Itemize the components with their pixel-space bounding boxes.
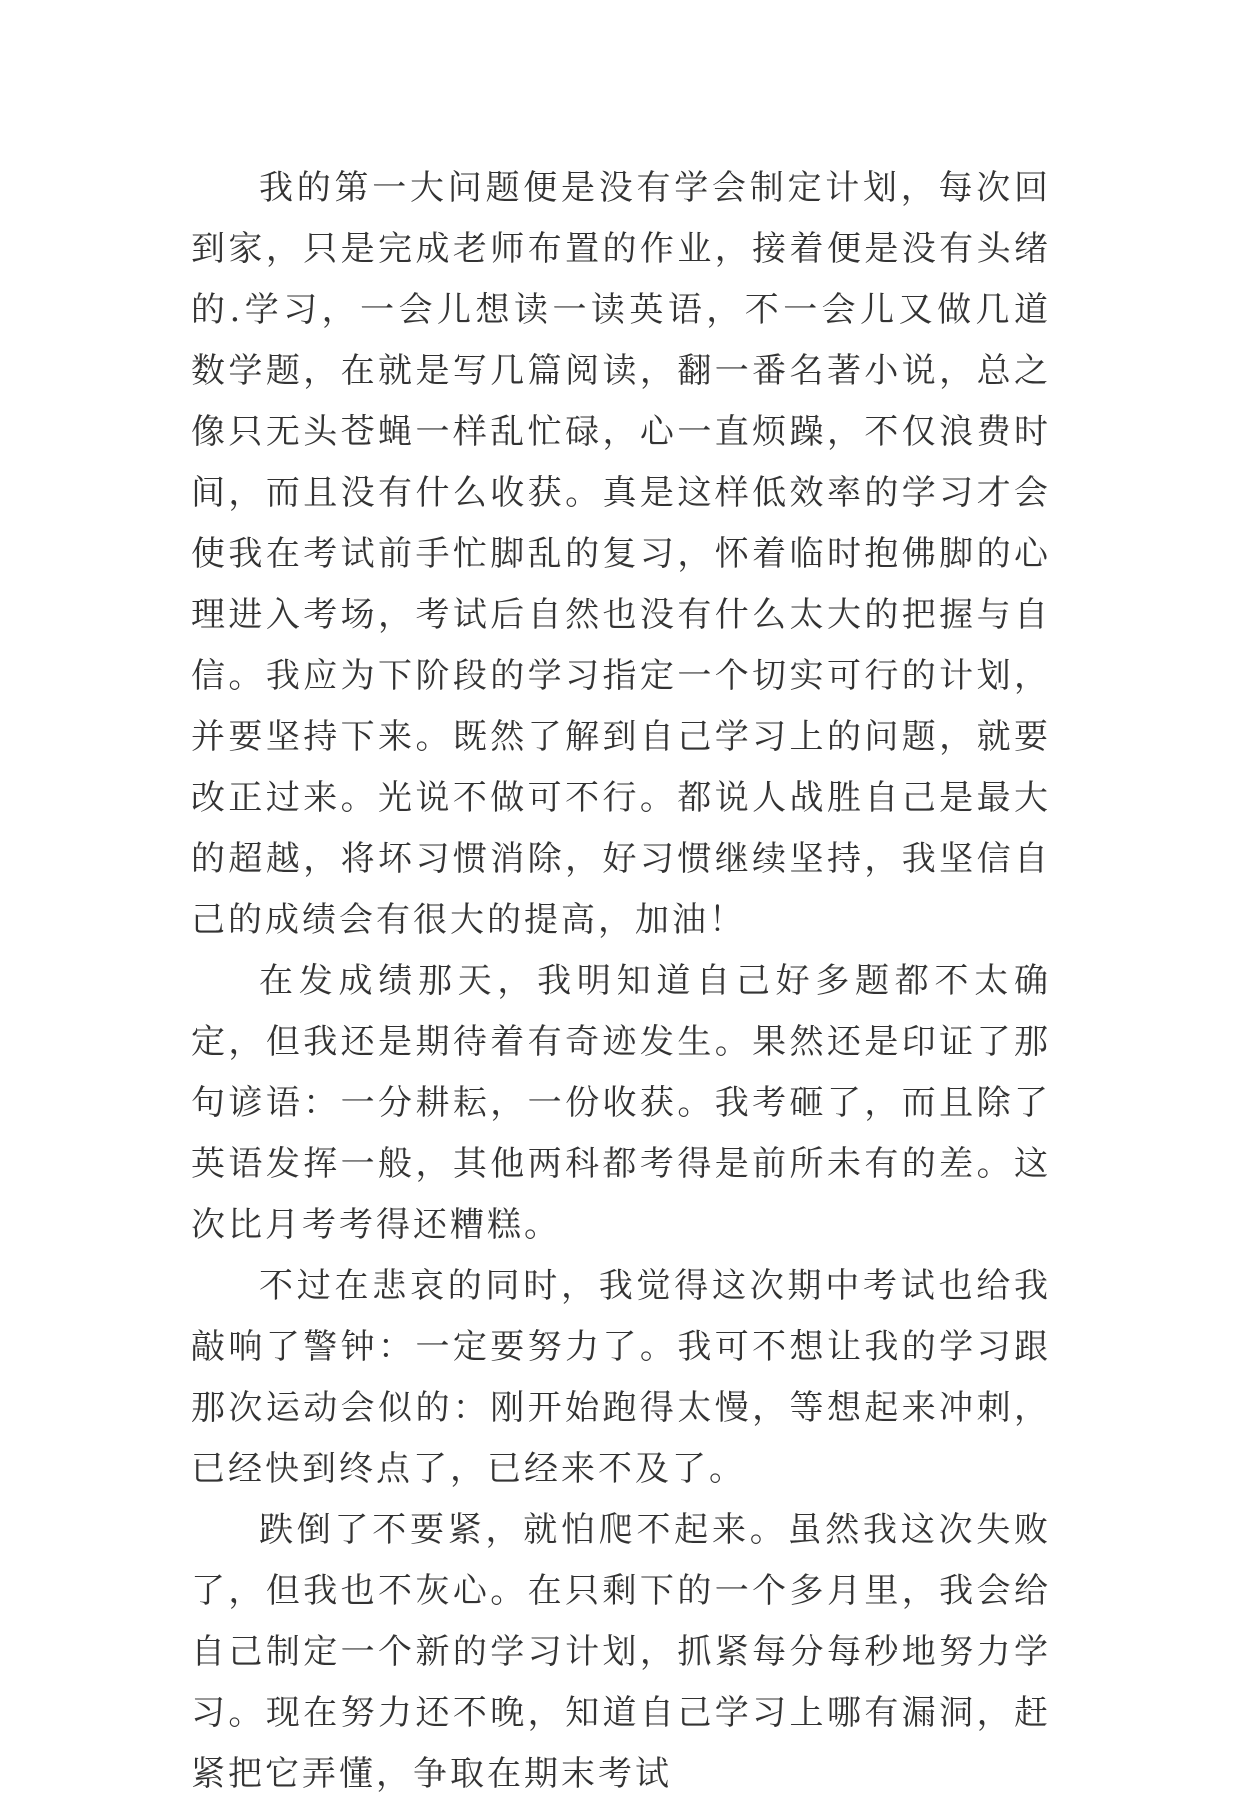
paragraph-4: 跌倒了不要紧，就怕爬不起来。虽然我这次失败了，但我也不灰心。在只剩下的一个多月里，我会给自己制定一个新的学习计划，抓紧每分每秒地努力学习。现在努力还不晚，知道自己学习上哪有漏洞，赶紧把它弄懂，争取在期末考试 [191, 1510, 1051, 1794]
paragraph-2: 在发成绩那天，我明知道自己好多题都不太确定，但我还是期待着有奇迹发生。果然还是印证了那句谚语：一分耕耘，一份收获。我考砸了，而且除了英语发挥一般，其他两科都考得是前所未有的差。这次比月考考得还糟糕。 [191, 961, 1051, 1245]
paragraph-1: 我的第一大问题便是没有学会制定计划，每次回到家，只是完成老师布置的作业，接着便是没有头绪的.学习，一会儿想读一读英语，不一会儿又做几道数学题，在就是写几篇阅读，翻一番名著小说，总之像只无头苍蝇一样乱忙碌，心一直烦躁，不仅浪费时间，而且没有什么收获。真是这样低效率的学习才会使我在考试前手忙脚乱的复习，怀着临时抱佛脚的心理进入考场，考试后自然也没有什么太大的把握与自信。我应为下阶段的学习指定一个切实可行的计划，并要坚持下来。既然了解到自己学习上的问题，就要改正过来。光说不做可不行。都说人战胜自己是最大的超越，将坏习惯消除，好习惯继续坚持，我坚信自己的成绩会有很大的提高，加油！ [191, 168, 1051, 940]
document-body [191, 158, 1051, 1805]
paragraph-3: 不过在悲哀的同时，我觉得这次期中考试也给我敲响了警钟：一定要努力了。我可不想让我的学习跟那次运动会似的：刚开始跑得太慢，等想起来冲刺，已经快到终点了，已经来不及了。 [191, 1266, 1051, 1489]
